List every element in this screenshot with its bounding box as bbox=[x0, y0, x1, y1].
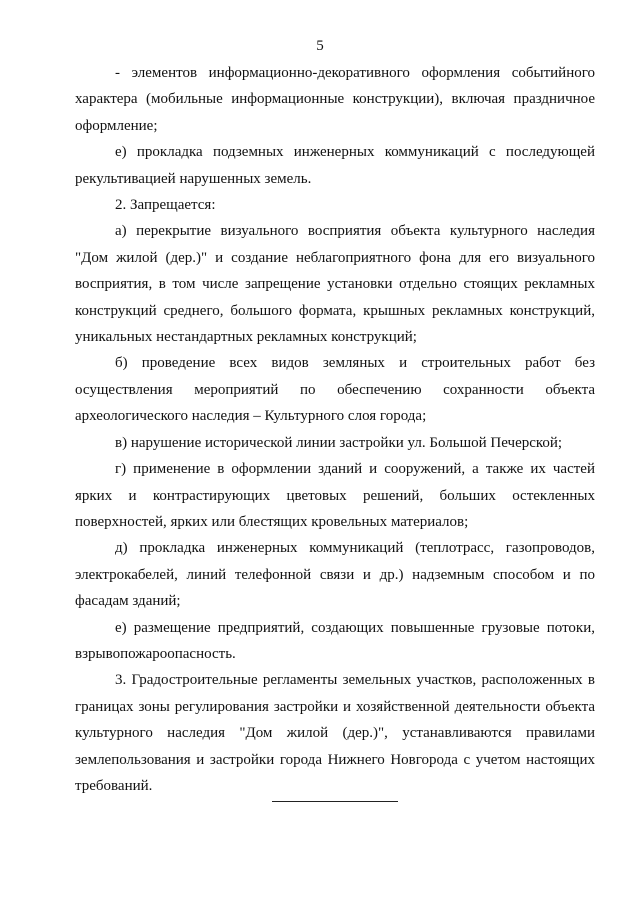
paragraph-item-e-prohibited: е) размещение предприятий, создающих повышенные грузовые потоки, взрывопожароопасность. bbox=[75, 619, 595, 662]
page-number: 5 bbox=[316, 38, 324, 54]
paragraph-item-g: г) применение в оформлении зданий и сооружений, а также их частей ярких и контрастирующих цветовых решений, больших остекленных поверхностей, ярких или блестящих кровельных материалов; bbox=[75, 461, 595, 530]
end-separator-line bbox=[272, 801, 398, 802]
paragraph-item-b: б) проведение всех видов земляных и строительных работ без осуществления мероприятий по обеспечению сохранности объекта археологического наследия – Культурного слоя города; bbox=[75, 355, 595, 425]
paragraph-item-v: в) нарушение исторической линии застройки ул. Большой Печерской; bbox=[115, 434, 563, 451]
paragraph-item-e-permitted: е) прокладка подземных инженерных коммуникаций с последующей рекультивацией нарушенных земель. bbox=[75, 144, 595, 187]
paragraph-item-d: д) прокладка инженерных коммуникаций (теплотрасс, газопроводов, электрокабелей, линий телефонной связи и др.) надземным способом и по фасадам зданий; bbox=[75, 540, 595, 610]
paragraph-section-3: 3. Градостроительные регламенты земельных участков, расположенных в границах зоны регулирования застройки и хозяйственной деятельности объекта культурного наследия "Дом жилой (дер.)", устанавливаются правилами землепользования и застройки города Нижнего Новгорода с учетом настоящих требований. bbox=[75, 672, 595, 794]
paragraph-item-a: а) перекрытие визуального восприятия объекта культурного наследия "Дом жилой (дер.)" и создание неблагоприятного фона для его визуального восприятия, в том числе запрещение установки отдельно стоящих рекламных конструкций среднего, большого формата, крышных рекламных конструкций, уникальных нестандартных рекламных конструкций; bbox=[75, 223, 595, 346]
section-heading-prohibited: 2. Запрещается: bbox=[115, 197, 216, 214]
document-body bbox=[75, 60, 595, 799]
paragraph-dash-item: - элементов информационно-декоративного оформления событийного характера (мобильные информационные конструкции), включая праздничное оформление; bbox=[75, 65, 595, 134]
